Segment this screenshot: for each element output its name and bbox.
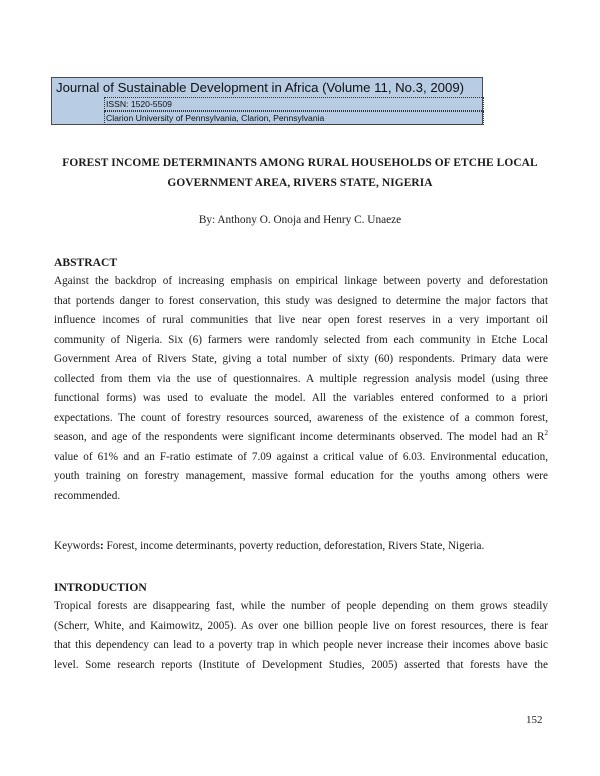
abstract-line: community of Nigeria. Six (6) farmers were randomly selected from each community in Etche Local xyxy=(54,333,548,346)
abstract-line: youth training on forestry management, massive formal education for the youths among others were xyxy=(54,470,548,483)
introduction-line: Tropical forests are disappearing fast, while the number of people depending on them grows steadily xyxy=(54,600,548,612)
keywords-line xyxy=(54,540,484,552)
keywords-colon: : xyxy=(100,540,104,552)
keywords-label: Keywords xyxy=(54,540,100,552)
university-line: Clarion University of Pennsylvania, Clarion, Pennsylvania xyxy=(104,111,484,125)
abstract-line: recommended. xyxy=(54,490,121,503)
abstract-line: functional forms) was used to evaluate the model. All the variables entered conformed to a priori xyxy=(54,392,548,405)
abstract-line: Government Area of Rivers State, giving a total number of sixty (60) respondents. Primary data were xyxy=(54,353,548,366)
introduction-heading: INTRODUCTION xyxy=(54,581,147,594)
page-number: 152 xyxy=(526,714,543,726)
abstract-line-text: season, and age of the respondents were significant income determinants observed. The model had an R xyxy=(54,431,545,444)
abstract-line: collected from them via the use of questionnaires. A multiple regression analysis model (using three xyxy=(54,372,548,385)
author-line: By: Anthony O. Onoja and Henry C. Unaeze xyxy=(198,214,402,226)
abstract-heading: ABSTRACT xyxy=(54,256,118,269)
journal-title: Journal of Sustainable Development in Africa (Volume 11, No.3, 2009) xyxy=(56,80,465,95)
abstract-line: Against the backdrop of increasing emphasis on empirical linkage between poverty and deforestation xyxy=(54,275,548,287)
introduction-line: that this dependency can lead to a poverty trap in which people never increase their incomes above basic xyxy=(54,639,548,652)
abstract-line: that portends danger to forest conservation, this study was designed to determine the major factors that xyxy=(54,294,548,307)
r-squared-superscript: 2 xyxy=(544,429,548,438)
paper-title-line-1: FOREST INCOME DETERMINANTS AMONG RURAL HOUSEHOLDS OF ETCHE LOCAL xyxy=(62,157,538,169)
abstract-line: value of 61% and an F-ratio estimate of 7.09 against a critical value of 6.03. Environmental education, xyxy=(54,450,548,463)
paper-title-line-2: GOVERNMENT AREA, RIVERS STATE, NIGERIA xyxy=(167,177,433,189)
abstract-line-with-superscript xyxy=(54,428,548,448)
abstract-line: influence incomes of rural communities that live near open forest reserves in a very important oil xyxy=(54,314,548,327)
journal-header xyxy=(51,77,483,125)
keywords-text: Forest, income determinants, poverty reduction, deforestation, Rivers State, Nigeria. xyxy=(103,540,485,552)
abstract-body xyxy=(54,272,548,507)
abstract-line: expectations. The count of forestry resources sourced, awareness of the existence of a common forest, xyxy=(54,411,548,424)
issn-line: ISSN: 1520-5509 xyxy=(104,97,484,111)
introduction-line: (Scherr, White, and Kaimowitz, 2005). As over one billion people live on forest resources, there is fear xyxy=(54,619,548,632)
introduction-body xyxy=(54,597,548,675)
introduction-line: level. Some research reports (Institute of Development Studies, 2005) asserted that forests have the xyxy=(54,658,548,671)
